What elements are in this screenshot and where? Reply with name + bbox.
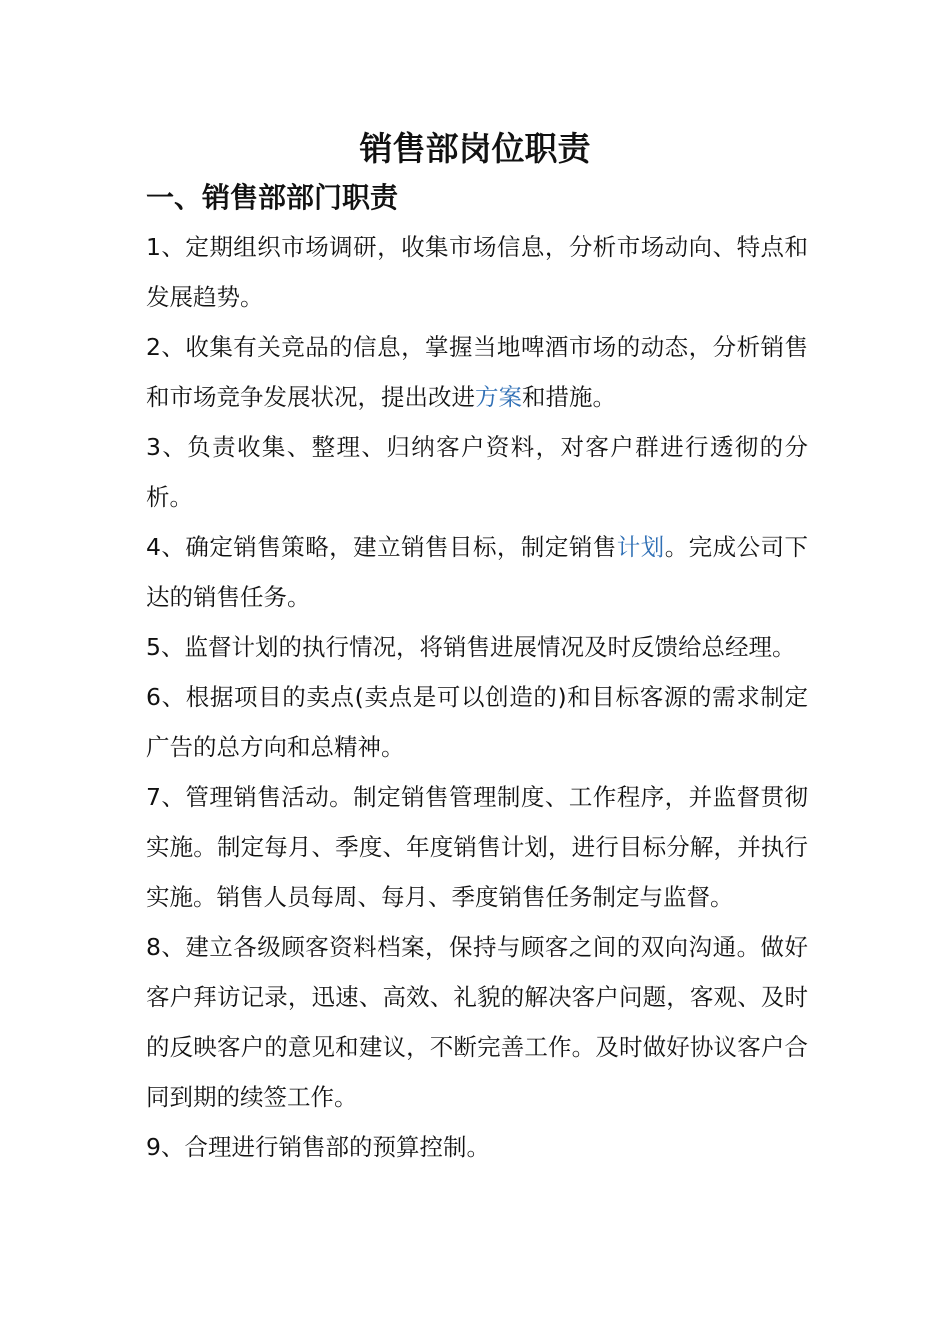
list-item-2-text-after: 和措施。 xyxy=(522,383,616,411)
list-item-8: 8、建立各级顾客资料档案，保持与顾客之间的双向沟通。做好客户拜访记录，迅速、高效、礼貌的解决客户问题，客观、及时的反映客户的意见和建议，不断完善工作。及时做好协议客户合同到期的续签工作。 xyxy=(146,933,808,1111)
list-item-5: 5、监督计划的执行情况，将销售进展情况及时反馈给总经理。 xyxy=(146,633,796,661)
list-item-4 xyxy=(146,522,808,622)
document-title: 销售部岗位职责 xyxy=(359,129,591,168)
section-heading: 一、销售部部门职责 xyxy=(146,181,399,214)
list-item-7: 7、管理销售活动。制定销售管理制度、工作程序，并监督贯彻实施。制定每月、季度、年度销售计划，进行目标分解，并执行实施。销售人员每周、每月、季度销售任务制定与监督。 xyxy=(146,783,808,911)
list-item-2-text-before: 2、收集有关竞品的信息，掌握当地啤酒市场的动态，分析销售和市场竞争发展状况，提出改进 xyxy=(146,333,808,411)
link-jihua[interactable]: 计划 xyxy=(616,533,665,561)
list-item-9: 9、合理进行销售部的预算控制。 xyxy=(146,1133,490,1161)
list-item-2 xyxy=(146,322,808,422)
list-item-1: 1、定期组织市场调研，收集市场信息，分析市场动向、特点和发展趋势。 xyxy=(146,233,808,311)
document-body xyxy=(146,222,808,1172)
list-item-3: 3、负责收集、整理、归纳客户资料，对客户群进行透彻的分析。 xyxy=(146,433,808,511)
list-item-6: 6、根据项目的卖点(卖点是可以创造的)和目标客源的需求制定广告的总方向和总精神。 xyxy=(146,683,808,761)
link-fangan[interactable]: 方案 xyxy=(475,383,522,411)
list-item-4-text-after: 。完成公司下达的销售任务。 xyxy=(146,533,809,611)
list-item-4-text-before: 4、确定销售策略，建立销售目标，制定销售 xyxy=(146,533,617,561)
